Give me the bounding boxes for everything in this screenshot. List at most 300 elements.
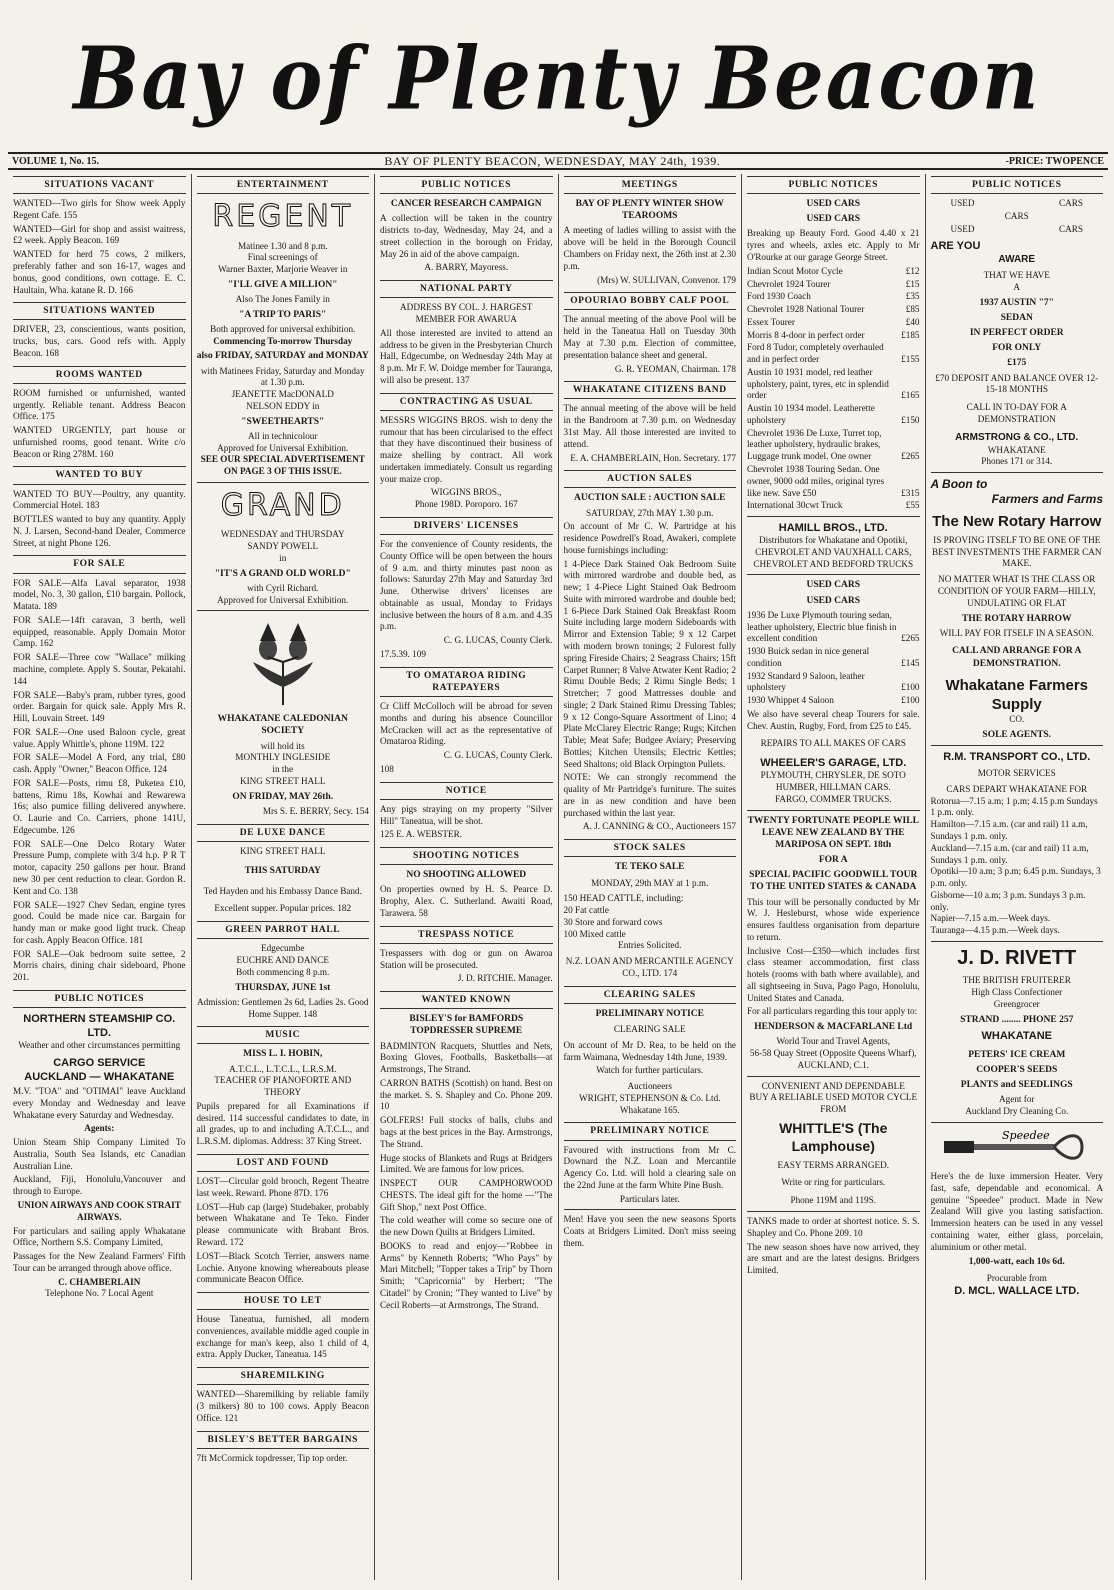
notice-title: AUCTION SALE : AUCTION SALE: [573, 493, 726, 504]
notice-text: A meeting of ladies willing to assist with the above will be held in the Borough Council Chambers on Friday next, the 26th inst at 2.30 p.m.: [563, 225, 736, 271]
ad-text: CHEVROLET AND VAUXHALL CARS,: [755, 546, 912, 557]
section-heading: HOUSE TO LET: [197, 1292, 370, 1310]
ad-text: CHEVROLET AND BEDFORD TRUCKS: [753, 558, 914, 569]
ad-text: CO.: [1009, 714, 1025, 725]
classified-ad: CARRON BATHS (Scottish) on hand. Best on the market. S. S. Shapley and Co. Phone 209. 10: [380, 1077, 553, 1112]
notice-text: On properties owned by H. S. Pearce D. Brophy, Alex. C. Sutherland. Awaiti Road, Tarawera. 58: [380, 884, 553, 918]
ad-heading: AUCKLAND — WHAKATANE: [24, 1071, 175, 1084]
car-listing: [747, 500, 920, 512]
car-listing: [747, 342, 920, 366]
ad-heading: SEDAN: [1000, 313, 1033, 324]
ad-heading: USED CARS: [806, 595, 861, 606]
car-name: Chevrolet 1928 National Tourer: [747, 304, 865, 315]
ad-heading: Whakatane Farmers Supply: [945, 676, 1089, 713]
notice-text: Favoured with instructions from Mr C. Downard the N.Z. Loan and Mercantile Agency Co. Ltd. will hold a clearing sale on the 22nd June at the farm White Pine Bush.: [563, 1144, 736, 1190]
car-listing: [747, 671, 920, 695]
notice-text: A collection will be taken in the country districts to-day, Wednesday, May 24, and a street collection in the borough on Friday, May 26 in aid of the above campaign.: [380, 213, 553, 259]
ad-text: Approved for Universal Exhibition.: [217, 594, 349, 605]
ad-heading: WHAKATANE: [981, 1029, 1052, 1042]
classified-ad: WANTED URGENTLY, part house or unfurnished rooms, good tenant. Write c/o Beacon or Ring 278M. 160: [13, 425, 186, 459]
ad-text: CONVENIENT AND DEPENDABLE: [761, 1080, 905, 1091]
ad-text: KING STREET HALL: [239, 845, 326, 856]
ad-text: We also have several cheap Tourers for sale. Chev. Austin, Rugby, Ford, from £25 to £45.: [747, 708, 920, 731]
notice-signature: WRIGHT, STEPHENSON & Co. Ltd. Whakatane 165.: [579, 1092, 721, 1115]
notice-text: 20 Fat cattle: [563, 905, 609, 916]
notice-text: Any pigs straying on my property "Silver Hill" Taneatua, will be shot.: [380, 803, 553, 826]
ad-text: Gisborne—10 a.m; 3 p.m. Sundays 3 p.m. only.: [930, 889, 1086, 912]
column-2: [192, 174, 376, 1580]
classified-ad: WANTED—Girl for shop and assist waitress, £2 week. Apply Beacon. 169: [13, 223, 186, 246]
car-name: Essex Tourer: [747, 316, 795, 327]
ad-text: Weather and other circumstances permitting: [18, 1040, 181, 1051]
classified-ad: WANTED—Two girls for Show week Apply Regent Cafe. 155: [13, 198, 186, 220]
ad-heading: MISS L. I. HOBIN,: [243, 1049, 323, 1060]
speedee-logo: Speedee: [1001, 1128, 1050, 1142]
ad-heading: CALL AND ARRANGE FOR A DEMONSTRATION.: [952, 646, 1082, 669]
notice-title: PRELIMINARY NOTICE: [595, 1008, 704, 1019]
ad-text: Warner Baxter, Marjorie Weaver in: [218, 264, 348, 275]
ad-text: Union Steam Ship Company Limited To Australia, South Sea Islands, etc Canadian Australian Line.: [13, 1137, 186, 1171]
classified-ad: INSPECT OUR CAMPHORWOOD CHESTS. The ideal gift for the home —"The Gift Shop," next Post Office.: [380, 1178, 553, 1212]
ad-text: CARS DEPART WHAKATANE FOR: [946, 783, 1088, 794]
ad-heading: THE ROTARY HARROW: [962, 613, 1072, 624]
classified-ad: FOR SALE—One Delco Rotary Water Pressure Pump, complete with 3/4 h.p. P R T motor, capacity 250 gallons per hour. Brand new 30 per cent reduction to clear. Gordon R. Kent and Co. 138: [13, 838, 186, 896]
section-heading: SITUATIONS VACANT: [13, 176, 186, 194]
ad-text: Write or ring for particulars.: [781, 1177, 886, 1188]
dateline: [8, 152, 1108, 170]
ad-heading: A Boon to: [930, 477, 988, 492]
ad-text: UNION AIRWAYS AND COOK STRAIT AIRWAYS.: [17, 1200, 181, 1222]
classified-ad: TANKS made to order at shortest notice. S. S. Shapley and Co. Phone 209. 10: [747, 1216, 920, 1238]
car-listing: [747, 428, 920, 463]
section-heading: ENTERTAINMENT: [197, 176, 370, 194]
ad-text: For particulars and sailing apply Whakatane Office, Northern S.S. Company Limited,: [13, 1225, 186, 1248]
ad-text: THE BRITISH FRUITERER: [962, 975, 1071, 986]
ad-text: M.V. "TOA" and "OTIMAI" leave Auckland every Monday and Wednesday and leave Whakatane every Saturday and Wednesday.: [13, 1086, 186, 1120]
ad-text: Greengrocer: [993, 998, 1040, 1009]
ad-heading: Farmers and Farms: [991, 492, 1103, 507]
ad-text: A: [1013, 282, 1021, 293]
ad-text: with Matinees Friday, Saturday and Monday at 1.30 p.m.: [200, 365, 365, 388]
ad-heading: £175: [1007, 358, 1027, 369]
classified-ad: LOST—Black Scotch Terrier, answers name Lochie. Anyone knowing whereabouts please communicate Beacon Office.: [196, 1250, 369, 1285]
ad-text: JEANETTE MacDONALD: [231, 389, 334, 400]
car-name: 1936 De Luxe Plymouth touring sedan, leather upholstery, Electric blue finish in excellent condition: [747, 609, 897, 644]
notice-text: Trespassers with dog or gun on Awaroa Station will be prosecuted.: [380, 947, 553, 970]
car-name: Ford 1930 Coach: [747, 291, 811, 302]
ad-text: Telephone No. 7 Local Agent: [45, 1288, 154, 1299]
car-listing: [747, 317, 920, 329]
ad-heading: USED CARS: [806, 580, 861, 591]
ad-text: WEDNESDAY and THURSDAY: [220, 529, 345, 540]
section-heading: WHAKATANE CITIZENS BAND: [564, 381, 737, 399]
ad-text: Auckland—7.15 a.m. (car and rail) 11 a.m, Sundays 1 p.m. only.: [930, 842, 1089, 865]
ad-text: Breaking up Beauty Ford. Good 4.40 x 21 tyres and wheels, axles etc. Apply to Mr O'Rourke at our garage George Street.: [747, 228, 920, 262]
section-heading: NATIONAL PARTY: [380, 280, 553, 298]
notice-text: Particulars later.: [619, 1193, 680, 1204]
ad-heading: TWENTY FORTUNATE PEOPLE WILL LEAVE NEW ZEALAND BY THE MARIPOSA ON SEPT. 18th: [747, 815, 919, 850]
ad-heading: IN PERFECT ORDER: [969, 328, 1064, 339]
ad-text: FARGO, COMMER TRUCKS.: [774, 793, 892, 804]
ad-text: WILL PAY FOR ITSELF IN A SEASON.: [939, 627, 1094, 638]
ad-text: MONTHLY INGLESIDE: [235, 752, 331, 763]
grand-logo: GRAND: [220, 487, 345, 523]
classified-ad: ROOM furnished or unfurnished, wanted urgently. Reliable tenant. Address Beacon Office. 175: [13, 387, 186, 422]
masthead: [0, 0, 1114, 150]
section-heading: OPOURIAO BOBBY CALF POOL: [564, 292, 737, 310]
section-heading: WANTED KNOWN: [380, 991, 553, 1009]
ad-text: This tour will be personally conducted by Mr W. J. Hesleburst, whose wide experience ensures faultless organisation from departure to return.: [747, 896, 920, 942]
ad-text: Opotiki—10 a.m; 3 p.m; 6.45 p.m. Sundays, 3 p.m. only.: [930, 866, 1101, 889]
ad-text: THAT WE HAVE: [983, 270, 1050, 281]
ad-text: £70 DEPOSIT AND BALANCE OVER 12-15-18 MONTHS: [935, 372, 1099, 395]
car-price: £265: [901, 451, 920, 462]
ad-heading: ARE YOU: [930, 240, 981, 253]
car-price: £155: [901, 354, 920, 365]
classified-ad: FOR SALE—Baby's pram, rubber tyres, good order. Bargain for quick sale. Apply Mrs R. Hill, Louvain Street. 149: [13, 689, 186, 724]
section-heading: MEETINGS: [564, 176, 737, 194]
ad-heading: WHEELER'S GARAGE, LTD.: [760, 757, 907, 770]
ad-text: in the: [272, 764, 294, 775]
car-price: £185: [901, 329, 920, 340]
ad-heading: USED CARS: [806, 214, 861, 225]
classified-ad: WANTED—Sharemilking by reliable family (3 milkers) 80 to 100 cows. Apply Beacon Office. 121: [196, 1389, 369, 1423]
ad-heading: HAMILL BROS., LTD.: [778, 522, 888, 535]
ad-heading: FOR A: [818, 855, 848, 866]
classified-ad: FOR SALE—Alfa Laval separator, 1938 model, No. 3, 30 gallon, £10 bargain. Pollock, Matata. 189: [13, 577, 186, 612]
notice-title: CANCER RESEARCH CAMPAIGN: [390, 199, 542, 210]
car-price-list: [747, 610, 920, 707]
ad-text: Here's the de luxe immersion Heater. Very fast, safe, dependable and economical. A genuine "Speedee" product. Made in New Zealand Will give you lasting satisfaction. Immersion heaters can be used in any vessel containing water, either glass, porcelain, aluminium or other metal.: [930, 1170, 1103, 1252]
ad-heading: CARGO SERVICE: [53, 1056, 146, 1069]
ad-text: Edgecumbe: [261, 943, 305, 954]
notice-title: NO SHOOTING ALLOWED: [406, 870, 527, 881]
car-price: £100: [901, 682, 920, 693]
column-1: [8, 174, 192, 1580]
notice-signature: A. J. CANNING & CO., Auctioneers 157: [582, 821, 736, 832]
ad-text: PLANTS and SEEDLINGS: [960, 1080, 1073, 1091]
notice-text: Cr Cliff McColloch will be abroad for seven months and during his absence Councillor McCracken will act as the representative of Omataroa Riding.: [380, 701, 553, 747]
classified-ad: Huge stocks of Blankets and Rugs at Bridgers Limited. We are famous for low prices.: [380, 1152, 553, 1175]
section-heading: TRESPASS NOTICE: [380, 926, 553, 944]
classified-ad: FOR SALE—14ft caravan, 3 berth, well equipped, reasonable. Apply Domain Motor Camp. 162: [13, 614, 186, 649]
car-listing: [747, 304, 920, 316]
ad-text: Phone 119M and 119S.: [790, 1195, 877, 1206]
classified-ad: LOST—Hub cap (large) Studebaker, probably between Whakatane and Te Teko. Finder please communicate with Brabant Bros. Reward. 172: [196, 1201, 369, 1247]
notice-text: On account of Mr C. W. Partridge at his residence Powdrell's Road, Awakeri, complete house furnishings including:: [563, 521, 736, 555]
section-heading: NOTICE: [380, 782, 553, 800]
ad-text: High Class Confectioner: [971, 987, 1063, 998]
section-heading: PRELIMINARY NOTICE: [564, 1122, 737, 1140]
notice-signature: (Mrs) W. SULLIVAN, Convenor. 179: [597, 274, 736, 285]
car-listing: [747, 695, 920, 707]
ad-heading: USED CARS: [806, 199, 861, 210]
ad-text: KING STREET HALL: [239, 775, 326, 786]
section-heading: CLEARING SALES: [564, 986, 737, 1004]
film-title: "SWEETHEARTS": [241, 416, 325, 427]
notice-text: Entries Solicited.: [618, 940, 682, 951]
ad-text: TEACHER OF PIANOFORTE AND THEORY: [214, 1075, 352, 1098]
car-listing: [747, 367, 920, 402]
car-price: £12: [905, 265, 920, 276]
ad-text: Agent for: [999, 1094, 1035, 1105]
car-price: £265: [901, 633, 920, 644]
car-listing: [747, 279, 920, 291]
ad-text: PLYMOUTH, CHRYSLER, DE SOTO HUMBER, HILLMAN CARS.: [760, 770, 906, 793]
notice-text: The annual meeting of the above will be held in the Bandroom at 7.30 p.m. on Wednesday 31st May. All those interested are invited to attend.: [563, 403, 736, 449]
notice-signature: N.Z. LOAN AND MERCANTILE AGENCY CO., LTD. 174: [565, 956, 734, 978]
classified-ad: 7ft McCormick topdresser, Tip top order.: [196, 1452, 348, 1463]
ad-heading: J. D. RIVETT: [957, 946, 1077, 969]
ad-text: Auckland, Fiji, Honolulu,Vancouver and through to Europe.: [13, 1174, 186, 1197]
ad-text: BUY A RELIABLE USED MOTOR CYCLE FROM: [749, 1092, 918, 1115]
classified-ad: WANTED TO BUY—Poultry, any quantity. Commercial Hotel. 183: [13, 488, 186, 511]
ad-text: Final screenings of: [247, 252, 318, 263]
notice-signature: C. G. LUCAS, County Clerk.: [443, 750, 553, 761]
car-listing: [747, 646, 920, 670]
used-cars-row: [931, 224, 1104, 236]
column-6: [926, 174, 1109, 1580]
classified-ad: BOOKS to read and enjoy—"Robbee in Arms" by Kenneth Roberts; "Who Pays" by Mari Mitchell; "Topper takes a Trip" by Thorn Smith; "Capricornia" by Herbert; "The Citadel" by Cronin; "They wanted to Live" by Cecil Roberts—at Armstrongs, The Strand.: [380, 1240, 553, 1310]
ad-text: Also The Jones Family in: [235, 294, 330, 304]
ad-text: with Cyril Richard.: [247, 582, 319, 593]
ad-text: will hold its: [260, 740, 305, 751]
section-heading: STOCK SALES: [564, 839, 737, 857]
ad-text: SANDY POWELL: [247, 541, 319, 552]
notice-text: 30 Store and forward cows: [563, 916, 663, 927]
section-heading: DE LUXE DANCE: [197, 824, 370, 842]
ad-text: CALL IN TO-DAY FOR A DEMONSTRATION: [966, 402, 1067, 424]
ad-text: SOLE AGENTS.: [982, 729, 1052, 740]
car-name: Indian Scout Motor Cycle: [747, 265, 843, 276]
section-heading: SHOOTING NOTICES: [380, 847, 553, 865]
car-price: £85: [905, 304, 920, 315]
ad-heading: The New Rotary Harrow: [932, 512, 1102, 530]
ad-text: Phones 171 or 314.: [981, 456, 1053, 467]
ad-text: EASY TERMS ARRANGED.: [777, 1159, 890, 1170]
classified-ad: FOR SALE—Posts, rimu £8, Puketea £10, battens, Rimu 18s, Kowhai and Rewarewa 16s; also pumice filling delivered anywhere. O. Laurie and Co. Carriers, phone 141U, Edgecumbe. 126: [13, 777, 186, 835]
notice-text: 108: [380, 763, 394, 774]
notice-text: All those interested are invited to attend an address to be given in the Presbyterian Church Hall, Edgecumbe, on Wednesday 24th May at 8 p.m. Mr F. W. Doidge member for Tauranga, will also be present. 137: [380, 327, 553, 385]
ad-text: Both commencing 8 p.m.: [236, 966, 330, 977]
ad-text: SEE OUR SPECIAL ADVERTISEMENT ON PAGE 3 OF THIS ISSUE.: [200, 454, 365, 477]
notice-text: SATURDAY, 27th MAY 1.30 p.m.: [586, 507, 714, 518]
ad-heading: WHAKATANE CALEDONIAN SOCIETY: [217, 714, 348, 737]
ad-text: WHAKATANE: [987, 444, 1046, 455]
ad-text: NO MATTER WHAT IS THE CLASS OR CONDITION OF YOUR FARM—HILLY, UNDULATING OR FLAT: [937, 574, 1096, 608]
car-price: £55: [905, 500, 920, 511]
ad-text: Auckland Dry Cleaning Co.: [965, 1106, 1069, 1117]
ad-text: All in technicolour: [248, 430, 318, 441]
ad-heading: R.M. TRANSPORT CO., LTD.: [943, 751, 1091, 764]
notice-text: 100 Mixed cattle: [563, 928, 626, 939]
film-title: "I'LL GIVE A MILLION": [227, 279, 338, 290]
ad-text: in: [279, 552, 287, 563]
notice-text: The annual meeting of the above Pool will be held in the Taneatua Hall on Tuesday 30th May at 7.30 p.m. Election of committee, presentation balance sheet and general.: [563, 314, 736, 360]
regent-logo: REGENT: [212, 199, 354, 235]
classified-ad: Men! Have you seen the new seasons Sports Coats at Bridgers Limited. Don't miss seeing them.: [563, 1214, 736, 1248]
ad-text: Distributors for Whakatane and Opotiki,: [758, 535, 908, 546]
section-heading: PUBLIC NOTICES: [13, 990, 186, 1008]
car-listing: [747, 330, 920, 342]
ad-heading: NORTHERN STEAMSHIP CO. LTD.: [23, 1013, 176, 1040]
ad-text: COOPER'S SEEDS: [976, 1065, 1058, 1076]
notice-text: Auctioneers: [627, 1081, 672, 1092]
car-price-list: [747, 266, 920, 512]
notice-title: ADDRESS BY COL. J. HARGEST MEMBER FOR AWARUA: [400, 302, 533, 325]
ad-text: REPAIRS TO ALL MAKES OF CARS: [760, 738, 906, 749]
ad-text: Matinee 1.30 and 8 p.m.: [237, 240, 328, 251]
ad-text: Both approved for universal exhibition.: [210, 323, 356, 334]
car-price: £35: [905, 291, 920, 302]
ad-text: PETERS' ICE CREAM: [968, 1049, 1066, 1060]
used-cars-row: [931, 198, 1104, 210]
car-price: £40: [905, 316, 920, 327]
car-name: 1930 Buick sedan in nice general condition: [747, 646, 870, 668]
issue-date: BAY OF PLENTY BEACON, WEDNESDAY, MAY 24th, 1939.: [384, 153, 721, 168]
column-5: [742, 174, 926, 1580]
ad-text: CARS: [1004, 210, 1029, 221]
notice-signature: A. BARRY, Mayoress.: [424, 262, 509, 273]
film-title: "IT'S A GRAND OLD WORLD": [214, 568, 351, 579]
ad-text: Pupils prepared for all Examinations if desired. 114 successful candidates to date, in all grades, up to and including A.T.C.L., and L.R.S.M. diplomas. Address: 37 King Street.: [196, 1100, 369, 1147]
car-name: Ford 8 Tudor, completely overhauled and in perfect order: [747, 342, 884, 365]
ad-text: THURSDAY, JUNE 1st: [235, 982, 331, 993]
ad-text: THIS SATURDAY: [244, 866, 321, 877]
section-heading: LOST AND FOUND: [197, 1154, 370, 1172]
ad-text: Ted Hayden and his Embassy Dance Band.: [203, 885, 362, 896]
classified-ad: FOR SALE—Model A Ford, any trial, £80 cash. Apply "Owner," Beacon Office. 124: [13, 752, 186, 775]
car-listing: [747, 403, 920, 427]
car-price: £165: [901, 390, 920, 401]
ad-text: 1,000-watt, each 10s 6d.: [968, 1257, 1065, 1268]
ad-text: Napier—7.15 a.m.—Week days.: [930, 913, 1051, 924]
notice-text: On account of Mr D. Rea, to be held on the farm Waimana, Wednesday 14th June, 1939.: [563, 1039, 736, 1062]
ad-text: STRAND ........ PHONE 257: [960, 1014, 1074, 1025]
notice-title: BAY OF PLENTY WINTER SHOW TEAROOMS: [575, 199, 724, 222]
car-listing: [747, 610, 920, 645]
ad-text: Approved for Universal Exhibition.: [217, 442, 349, 453]
column-4: [559, 174, 743, 1580]
classified-ad: BADMINTON Racquets, Shuttles and Nets, Boxing Gloves, Footballs, Basketballs—at Armstrongs, The Strand.: [380, 1040, 553, 1075]
notice-text: For the convenience of County residents, the County Office will be open between the hours of 9 a.m. and thirty minutes past noon as follows: Saturday 27th May and Saturday 3rd June. Otherwise drivers' licenses are obtainable as usual, Monday to Fridays inclusive between the hours of 8 a.m. and 4.35 p.m.: [380, 539, 553, 632]
ad-text: 56-58 Quay Street (Opposite Queens Wharf), AUCKLAND, C.1.: [749, 1048, 917, 1070]
notice-text: CLEARING SALE: [613, 1024, 686, 1034]
ad-heading: BISLEY'S for BAMFORDS TOPDRESSER SUPREME: [409, 1014, 524, 1037]
section-heading: AUCTION SALES: [564, 470, 737, 488]
section-heading: DRIVERS' LICENSES: [380, 517, 553, 535]
ad-text: USED: [950, 198, 975, 209]
section-heading: PUBLIC NOTICES: [380, 176, 553, 194]
car-name: 1930 Whippet 4 Saloon: [747, 695, 834, 706]
car-name: Morris 8 4-door in perfect order: [747, 329, 865, 340]
ad-text: USED: [950, 223, 975, 234]
car-name: Austin 10 1931 model, red leather upholstery, paint, tyres, etc in splendid order: [747, 366, 889, 401]
ad-text: Hamilton—7.15 a.m. (car and rail) 11 a.m, Sundays 1 p.m. only.: [930, 819, 1088, 841]
notice-signature: WIGGINS BROS.,: [430, 487, 502, 498]
ad-text: also FRIDAY, SATURDAY and MONDAY: [196, 351, 369, 362]
classified-ad: LOST—Circular gold brooch, Regent Theatre last week. Reward. Phone 87D. 176: [196, 1176, 369, 1198]
notice-signature: C. G. LUCAS, County Clerk.: [443, 635, 553, 646]
notice-text: NOTE: We can strongly recommend the quality of Mr Partridge's furniture. The suites are in as new condition and have been purchased within the last year.: [563, 772, 736, 818]
classified-ad: The cold weather will come so secure one of the new Down Quilts at Bridgers Limited.: [380, 1215, 553, 1238]
section-heading: GREEN PARROT HALL: [197, 921, 370, 939]
car-price: £145: [901, 657, 920, 668]
section-heading: FOR SALE: [13, 555, 186, 573]
volume-number: VOLUME 1, No. 15.: [12, 155, 100, 167]
classified-ad: GOLFERS! Full stocks of balls, clubs and bags at the best prices in the Bay. Armstrongs, The Strand.: [380, 1115, 553, 1149]
car-price: £150: [901, 414, 920, 425]
ad-heading: HENDERSON & MACFARLANE Ltd: [754, 1022, 913, 1033]
classified-ad: FOR SALE—Oak bedroom suite settee, 2 Morris chairs, dining chair sideboard, Phone 201.: [13, 948, 186, 983]
ad-text: Excellent supper. Popular prices. 182: [214, 903, 352, 914]
ad-text: ON FRIDAY, MAY 26th.: [232, 791, 334, 802]
notice-text: MESSRS WIGGINS BROS. wish to deny the rumour that has been circularised to the effect that they have discontinued their business of maize shelling by contract. All work undertaken immediately. Consult us regarding your maize crop.: [380, 414, 553, 484]
car-listing: [747, 291, 920, 303]
ad-heading: SPECIAL PACIFIC GOODWILL TOUR TO THE UNITED STATES & CANADA: [749, 870, 918, 893]
section-heading: MUSIC: [197, 1026, 370, 1044]
ad-heading: ARMSTRONG & CO., LTD.: [955, 431, 1079, 443]
notice-signature: 125 E. A. WEBSTER.: [380, 829, 463, 840]
ad-heading: D. MCL. WALLACE LTD.: [954, 1285, 1080, 1298]
section-heading: TO OMATAROA RIDING RATEPAYERS: [380, 667, 553, 697]
ad-text: Passages for the New Zealand Farmers' Fifth Tour can be arranged through above office.: [13, 1251, 186, 1273]
thistle-icon: [238, 617, 328, 707]
classified-ad: House Taneatua, furnished, all modern conveniences, available middle aged couple in exchange for man's keep, also 1 child of 4, extra. Apply Ducker, Taneatua. 145: [196, 1314, 369, 1360]
car-name: Chevrolet 1924 Tourer: [747, 278, 831, 289]
ad-text: Procurable from: [986, 1272, 1047, 1283]
ad-text: For all particulars regarding this tour apply to:: [747, 1006, 918, 1017]
notice-title: TE TEKO SALE: [614, 862, 685, 873]
ad-text: Tauranga—4.15 p.m.—Week days.: [930, 925, 1060, 936]
columns: [8, 174, 1108, 1580]
ad-text: Inclusive Cost—£350—which includes first class steamer accommodation, first class hotels (rooms with bath where available), and all sightseeing in Suva, Pago Pago, Honolulu, United States and Canada.: [747, 945, 920, 1003]
notice-text: Watch for further particulars.: [596, 1065, 704, 1076]
ad-heading: FOR ONLY: [992, 343, 1042, 354]
car-name: International 30cwt Truck: [747, 500, 843, 511]
column-3: [375, 174, 559, 1580]
car-name: Chevrolet 1936 De Luxe, Turret top, leather upholstery, hydraulic brakes, Luggage trunk model. One owner: [747, 427, 882, 462]
classified-ad: FOR SALE—1927 Chev Sedan, engine tyres good. Could be made nice car. Bargain for handy man or make good light truck. Cheap for cash. Apply Beacon Office. 181: [13, 899, 186, 945]
ad-heading: 1937 AUSTIN "7": [979, 297, 1054, 308]
ad-text: A.T.C.L., L.T.C.L., L.R.S.M.: [229, 1063, 337, 1074]
immersion-heater-icon: [942, 1127, 1092, 1167]
classified-ad: FOR SALE—One used Baloon cycle, great value. Apply Whittle's, phone 119M. 122: [13, 726, 186, 749]
classified-ad: FOR SALE—Three cow "Wallace" milking machine, complete. Apply S. Soutar, Pekatahi. 144: [13, 652, 186, 686]
ad-signature: Mrs S. E. BERRY, Secy. 154: [262, 805, 369, 816]
ad-text: CARS: [1058, 223, 1083, 234]
ad-text: Commencing To-morrow Thursday: [213, 335, 353, 346]
ad-text: Rotorua—7.15 a.m; 1 p.m; 4.15 p.m Sundays 1 p.m. only.: [930, 795, 1098, 818]
section-heading: PUBLIC NOTICES: [747, 176, 920, 194]
car-listing: [747, 266, 920, 278]
car-price: £100: [901, 695, 920, 706]
ad-text: EUCHRE AND DANCE: [236, 955, 329, 966]
notice-text: Phone 198D. Poroporo. 167: [414, 499, 518, 510]
section-heading: BISLEY'S BETTER BARGAINS: [197, 1431, 370, 1449]
notice-signature: G. R. YEOMAN, Chairman. 178: [614, 363, 736, 374]
ad-text: Admission: Gentlemen 2s 6d, Ladies 2s. Good Home Supper. 148: [197, 996, 369, 1019]
newspaper-title: Bay of Plenty Beacon: [73, 29, 1041, 130]
classified-ad: The new season shoes have now arrived, they are smart and are the latest designs. Bridgers Limited.: [747, 1241, 920, 1276]
section-heading: SITUATIONS WANTED: [13, 302, 186, 320]
car-price: £15: [905, 278, 920, 289]
car-listing: [747, 464, 920, 499]
classified-ad: DRIVER, 23, conscientious, wants position, trucks, bus, cars. Good refs with. Apply Beacon. 168: [13, 324, 186, 358]
section-heading: WANTED TO BUY: [13, 466, 186, 484]
film-title: "A TRIP TO PARIS": [239, 309, 327, 320]
ad-text: IS PROVING ITSELF TO BE ONE OF THE BEST INVESTMENTS THE FARMER CAN MAKE.: [932, 534, 1102, 569]
